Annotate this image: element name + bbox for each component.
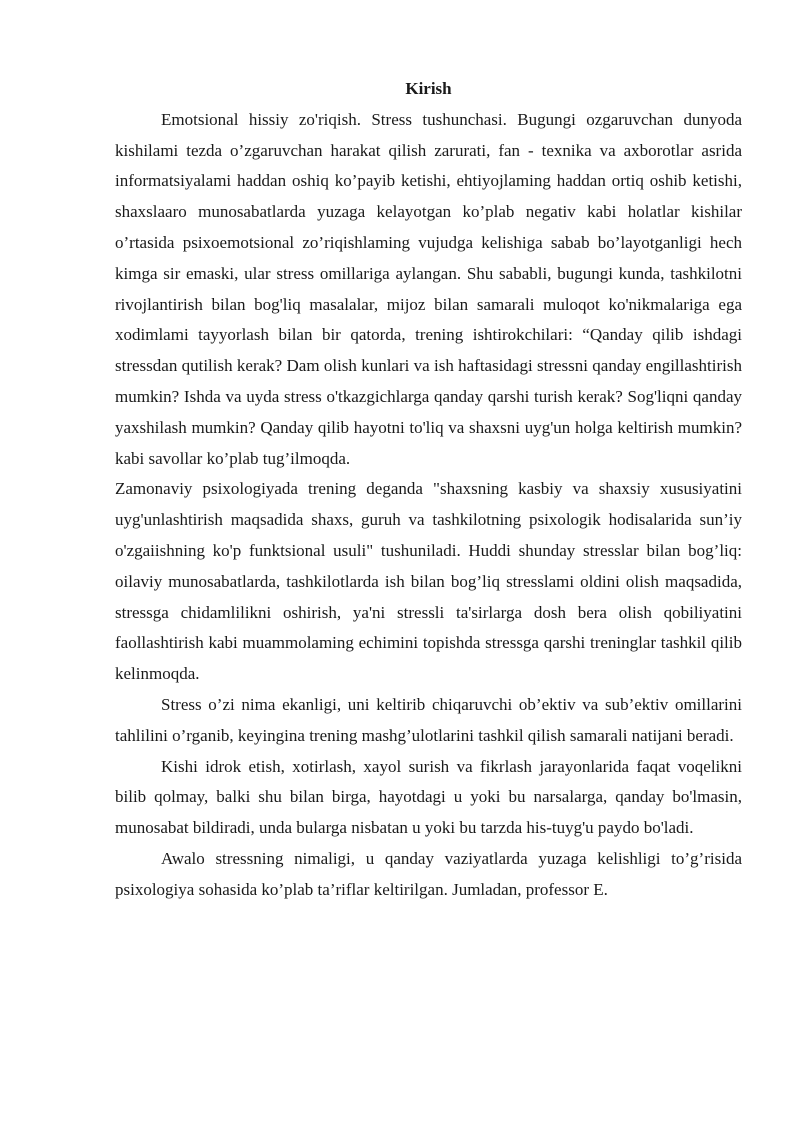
document-title: Kirish — [405, 79, 452, 98]
paragraph-stress-analysis: Stress o’zi nima ekanligi, uni keltirib chiqaruvchi ob’ektiv va sub’ektiv omillarini tahlilini o’rganib, keyingina trening mashg’ulotlarini tashkil qilish samarali natijani beradi. — [115, 694, 742, 745]
paragraph-intro: Emotsional hissiy zo'riqish. Stress tushunchasi. Bugungi ozgaruvchan dunyoda kishilami tezda o’zgaruvchan harakat qilish zarurati, fan - texnika va axborotlar asrida informatsiyalami haddan oshiq ko’payib ketishi, ehtiyojlaming haddan ortiq oshib ketishi, shaxslaaro munosabatlarda yuzaga kelayotgan ko’plab negativ kabi holatlar kishilar o’rtasida psixoemotsional zo’riqishlaming vujudga kelishiga sabab bo’layotganligi hech kimga sir emaski, ular stress omillariga aylangan. Shu sababli, bugungi kunda, tashkilotni rivojlantirish bilan bog'liq masalalar, mijoz bilan samarali muloqot ko'nikmalariga ega xodimlami tayyorlash bilan bir qatorda, trening ishtirokchilari: “Qanday qilib ishdagi stressdan qutilish kerak? Dam olish kunlari va ish haftasidagi stressni qanday engillashtirish mumkin? Ishda va uyda stress o'tkazgichlarga qanday qarshi turish kerak? Sog'liqni qanday yaxshilash mumkin? Qanday qilib hayotni to'liq va shaxsni uyg'un holga keltirish mumkin? kabi savollar ko’plab tug’ilmoqda. — [115, 109, 742, 468]
paragraph-training-definition: Zamonaviy psixologiyada trening deganda "shaxsning kasbiy va shaxsiy xususiyatini uyg'unlashtirish maqsadida shaxs, guruh va tashkilotning psixologik hodisalarida sun’iy o'zgaiishning ko'p funktsional usuli" tushuniladi. Huddi shunday stresslar bilan bog’liq: oilaviy munosabatlarda, tashkilotlarda ish bilan bog’liq stresslami oldini olish maqsadida, stressga chidamlilikni oshirish, ya'ni stressli ta'sirlarga dosh bera olish qobiliyatini faollashtirish kabi muammolaming echimini topishda stressga qarshi treninglar tashkil qilib kelinmoqda. — [115, 479, 742, 684]
paragraph-definitions: Awalo stressning nimaligi, u qanday vaziyatlarda yuzaga kelishligi to’g’risida psixologiya sohasida ko’plab ta’riflar keltirilgan. Jumladan, professor E. — [115, 848, 742, 899]
document-page — [115, 74, 742, 906]
paragraph-perception: Kishi idrok etish, xotirlash, xayol surish va fikrlash jarayonlarida faqat voqelikni bilib qolmay, balki shu bilan birga, hayotdagi u yoki bu narsalarga, qanday bo'lmasin, munosabat bildiradi, unda bularga nisbatan u yoki bu tarzda his-tuyg'u paydo bo'ladi. — [115, 756, 742, 838]
